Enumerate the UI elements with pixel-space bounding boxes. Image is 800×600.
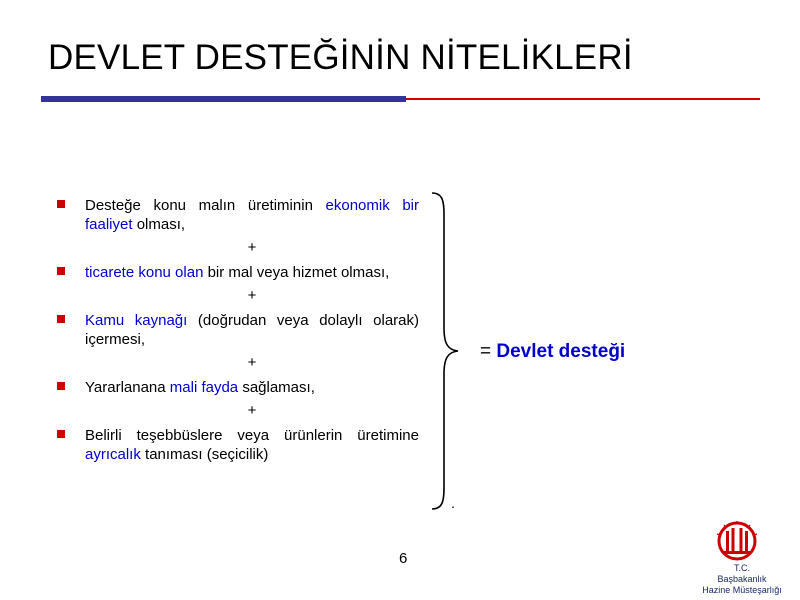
list-item bbox=[57, 196, 419, 234]
plus-separator: + bbox=[247, 354, 257, 371]
square-bullet-icon bbox=[57, 315, 65, 323]
title-underline-blue bbox=[41, 96, 406, 102]
treasury-logo-icon bbox=[715, 520, 759, 562]
result-label: = Devlet desteği bbox=[480, 341, 626, 362]
list-item bbox=[57, 426, 419, 464]
highlight-text: ekonomik bir faaliyet bbox=[85, 197, 419, 233]
title-underline-red bbox=[406, 98, 760, 100]
list-item-text: Kamu kaynağı (doğrudan veya dolaylı olarak) içermesi, bbox=[85, 312, 420, 348]
organization-name: T.C. Başbakanlık Hazine Müsteşarlığı bbox=[702, 563, 782, 595]
plus-separator: + bbox=[247, 239, 257, 256]
square-bullet-icon bbox=[57, 267, 65, 275]
criteria-list bbox=[57, 196, 419, 464]
list-item-text: Desteğe konu malın üretiminin ekonomik bir faaliyet olması, bbox=[85, 197, 419, 233]
list-item-text: Yararlanana mali fayda sağlaması, bbox=[85, 379, 315, 396]
result-highlight: Devlet desteği bbox=[496, 341, 626, 362]
trailing-mark: . bbox=[451, 495, 455, 511]
right-curly-brace-icon bbox=[428, 190, 462, 512]
square-bullet-icon bbox=[57, 382, 65, 390]
highlight-text: ayrıcalık bbox=[85, 446, 141, 463]
page-number: 6 bbox=[399, 550, 408, 567]
list-item bbox=[57, 263, 419, 282]
plus-separator: + bbox=[247, 287, 257, 304]
square-bullet-icon bbox=[57, 430, 65, 438]
list-item bbox=[57, 311, 419, 349]
list-item bbox=[57, 378, 419, 397]
list-item-text: ticarete konu olan bir mal veya hizmet olması, bbox=[85, 264, 390, 281]
list-item-text: Belirli teşebbüslere veya ürünlerin üretimine ayrıcalık tanıması (seçicilik) bbox=[85, 427, 419, 463]
plus-separator: + bbox=[247, 402, 257, 419]
highlight-text: mali fayda bbox=[169, 379, 239, 396]
square-bullet-icon bbox=[57, 200, 65, 208]
highlight-text: Kamu kaynağı bbox=[85, 312, 188, 329]
page-title: DEVLET DESTEĞİNİN NİTELİKLERİ bbox=[48, 38, 633, 77]
highlight-text: ticarete konu olan bbox=[85, 264, 204, 281]
